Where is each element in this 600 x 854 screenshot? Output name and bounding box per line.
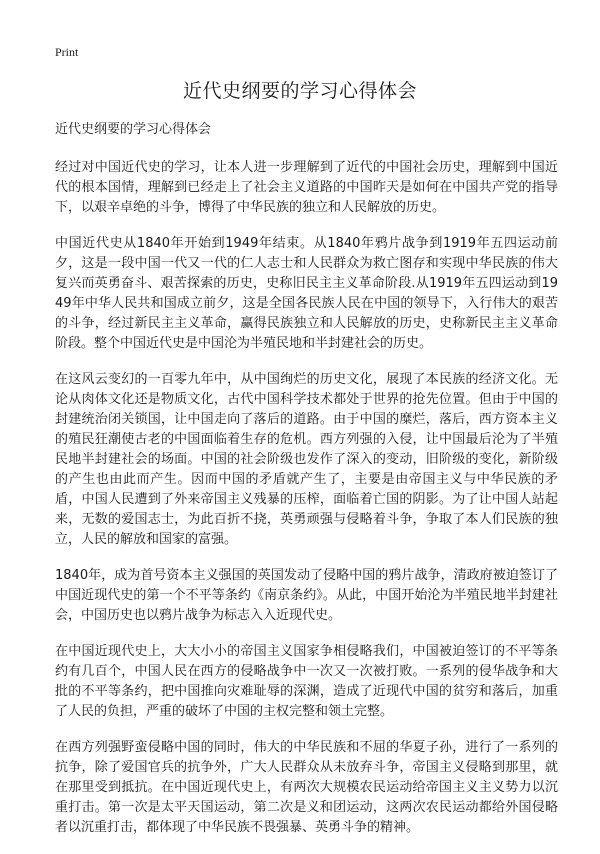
print-link[interactable]: Print (55, 45, 79, 59)
paragraph-intro: 经过对中国近代史的学习，让本人进一步理解到了近代的中国社会历史，理解到中国近代的根本国情，理解到已经走上了社会主义道路的中国昨天是如何在中国共产党的指导下，以艰辛卓绝的斗争，博得了中华民族的独立和人民解放的历史。 (55, 160, 558, 215)
paragraph-resistance: 在西方列强野蛮侵略中国的同时，伟大的中华民族和不屈的华夏子孙，进行了一系列的抗争，除了爱国官兵的抗争外，广大人民群众从未放弃斗争，帝国主义侵略到那里，就在那里受到抵抗。在中国近现代史上，有两次大规模农民运动给帝国主义主义势力以沉重打击。第一次是太平天国运动，第二次是义和团运动，这两次农民运动都给外国侵略者以沉重打击，都体现了中华民族不畏强暴、英勇斗争的精神。 (55, 740, 558, 835)
paragraph-treaties: 在中国近现代史上，大大小小的帝国主义国家争相侵略我们，中国被迫签订的不平等条约有几百个，中国人民在西方的侵略战争中一次又一次被打败。一系列的侵华战争和大批的不平等条约，把中国推向灾难耻辱的深渊，造成了近现代中国的贫穷和落后，加重了人民的负担，严重的破坏了中国的主权完整和领土完整。 (55, 644, 558, 719)
page-title: 近代史纲要的学习心得体会 (182, 80, 417, 102)
article-subtitle: 近代史纲要的学习心得体会 (55, 122, 212, 137)
paragraph-culture: 在这风云变幻的一百零九年中，从中国绚烂的历史文化，展现了本民族的经济文化。无论从肉体文化还是物质文化，古代中国科学技术都处于世界的抢先位置。但由于中国的封建统治闭关锁国，让中国走向了落后的道路。由于中国的糜烂，落后，西方资本主义的殖民狂潮使古老的中国面临着生存的危机。西方列强的入侵，让中国最后沦为了半殖民地半封建社会的场面。中国的社会阶级也发作了深入的变动，旧阶级的变化，新阶级的产生也由此而产生。因而中国的矛盾就产生了，主要是由帝国主义与中华民族的矛盾，中国人民遭到了外来帝国主义残暴的压榨，面临着亡国的阴影。为了让中国人站起来，无数的爱国志士，为此百折不挠，英勇顽强与侵略着斗争，争取了本人们民族的独立，人民的解放和国家的富强。 (55, 372, 558, 547)
paragraph-opium-war: 1840年，成为首号资本主义强国的英国发动了侵略中国的鸦片战争，清政府被迫签订了中国近现代史的第一个不平等条约《南京条约》。从此，中国开始沦为半殖民地半封建社会，中国历史也以鸦片战争为标志入入近现代史。 (55, 568, 558, 623)
paragraph-periods: 中国近代史从1840年开始到1949年结束。从1840年鸦片战争到1919年五四运动前夕，这是一段中国一代又一代的仁人志士和人民群众为救亡图存和实现中华民族的伟大复兴而英勇奋斗、艰苦探索的历史，史称旧民主主义革命阶段.从1919年五四运动到1949年中华人民共和国成立前夕，这是全国各民族人民在中国的领导下，入行伟大的艰苦的斗争，经过新民主主义革命，赢得民族独立和人民解放的历史，史称新民主主义革命阶段。整个中国近代史是中国沦为半殖民地和半封建社会的历史。 (55, 236, 558, 351)
article-body (55, 120, 558, 854)
